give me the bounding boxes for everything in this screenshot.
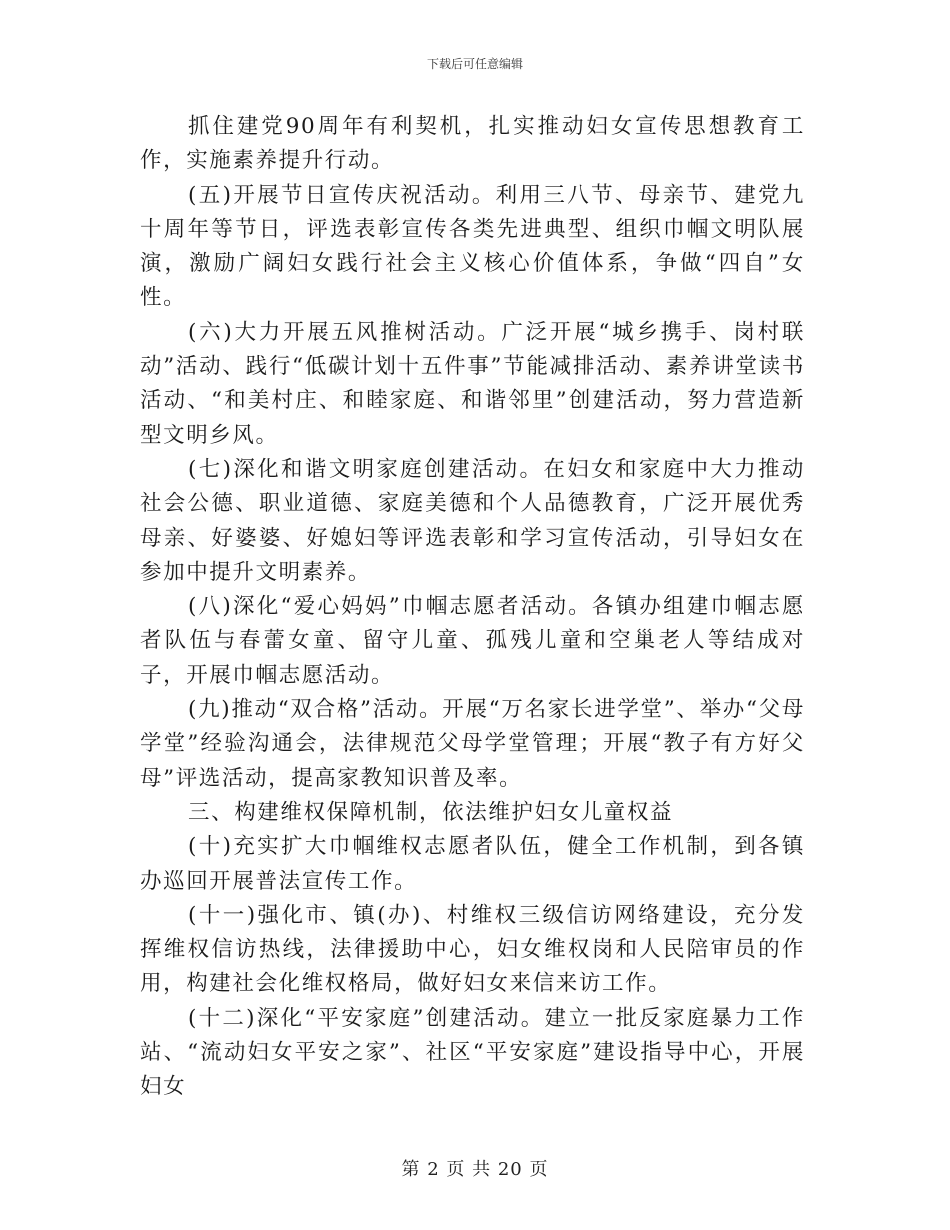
page-footer: 第 2 页 共 20 页 [401, 1159, 549, 1180]
paragraph-8: (十一)强化市、镇(办)、村维权三级信访网络建设，充分发挥维权信访热线，法律援助中心，妇女维权岗和人民陪审员的作用，构建社会化维权格局，做好妇女来信来访工作。 [140, 902, 805, 997]
section-heading: 三、构建维权保障机制，依法维护妇女儿童权益 [188, 799, 674, 825]
paragraph-9: (十二)深化“平安家庭”创建活动。建立一批反家庭暴力工作站、“流动妇女平安之家”、社区“平安家庭”建设指导中心，开展妇女 [140, 1005, 805, 1100]
paragraph-6: (九)推动“双合格”活动。开展“万名家长进学堂”、举办“父母学堂”经验沟通会，法律规范父母学堂管理；开展“教子有方好父母”评选活动，提高家教知识普及率。 [140, 697, 805, 791]
paragraph-7: (十)充实扩大巾帼维权志愿者队伍，健全工作机制，到各镇办巡回开展普法宣传工作。 [140, 834, 805, 894]
paragraph-5: (八)深化“爱心妈妈”巾帼志愿者活动。各镇办组建巾帼志愿者队伍与春蕾女童、留守儿童、孤残儿童和空巢老人等结成对子，开展巾帼志愿活动。 [140, 594, 805, 688]
paragraph-1: 抓住建党90周年有利契机，扎实推动妇女宣传思想教育工作，实施素养提升行动。 [140, 114, 805, 174]
paragraph-2: (五)开展节日宣传庆祝活动。利用三八节、母亲节、建党九十周年等节日，评选表彰宣传各类先进典型、组织巾帼文明队展演，激励广阔妇女践行社会主义核心价值体系，争做“四自”女性。 [140, 182, 805, 311]
document-body [140, 110, 805, 1105]
page-header: 下载后可任意编辑 [426, 57, 523, 71]
paragraph-3: (六)大力开展五风推树活动。广泛开展“城乡携手、岗村联动”活动、践行“低碳计划十五件事”节能减排活动、素养讲堂读书活动、“和美村庄、和睦家庭、和谐邻里”创建活动，努力营造新型文明乡风。 [140, 319, 805, 448]
paragraph-4: (七)深化和谐文明家庭创建活动。在妇女和家庭中大力推动社会公德、职业道德、家庭美德和个人品德教育，广泛开展优秀母亲、好婆婆、好媳妇等评选表彰和学习宣传活动，引导妇女在参加中提升文明素养。 [140, 456, 805, 585]
